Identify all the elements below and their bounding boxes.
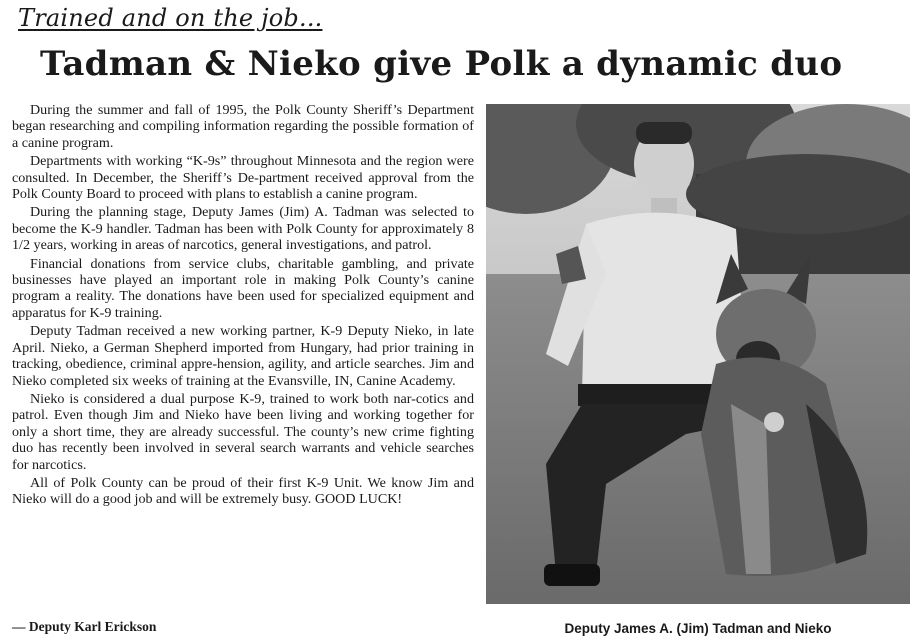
byline: — Deputy Karl Erickson	[12, 619, 157, 634]
article-paragraph: Financial donations from service clubs, charitable gambling, and private businesses have played an important role in making Polk County’s canine program a reality. The donations have been used for specialized equipment and apparatus for K-9 training.	[12, 255, 474, 321]
article-paragraph: During the planning stage, Deputy James (Jim) A. Tadman was selected to become the K-9 handler. Tadman has been with Polk County for approximately 8 1/2 years, working in areas of narcotics, general investigations, and patrol.	[12, 204, 474, 254]
article-paragraph: During the summer and fall of 1995, the Polk County Sheriff’s Department began researching and compiling information regarding the possible formation of a canine program.	[12, 102, 474, 151]
article-body	[12, 102, 474, 510]
article-paragraph: Departments with working “K-9s” throughout Minnesota and the region were consulted. In December, the Sheriff’s De-partment received approval from the Polk County Board to proceed with plans to establish a canine program.	[12, 153, 474, 203]
article-paragraph: All of Polk County can be proud of their first K-9 Unit. We know Jim and Nieko will do a good job and will be extremely busy. GOOD LUCK!	[12, 474, 474, 508]
photo-deputy-and-dog	[486, 104, 910, 604]
kicker-heading: Trained and on the job...	[18, 4, 323, 32]
article-paragraph: Deputy Tadman received a new working partner, K-9 Deputy Nieko, in late April. Nieko, a German Shepherd imported from Hungary, had prior training in tracking, obedience, criminal appre-hension, agility, and article searches. Jim and Nieko completed six weeks of training at the Evansville, IN, Canine Academy.	[12, 323, 474, 389]
photo-caption: Deputy James A. (Jim) Tadman and Nieko	[564, 621, 832, 636]
article-paragraph: Nieko is considered a dual purpose K-9, trained to work both nar-cotics and patrol. Even though Jim and Nieko have been living and working together for only a short time, they are already successful. The county’s new crime fighting duo has recently been involved in several search warrants and vehicle searches for narcotics.	[12, 390, 474, 473]
headline: Tadman & Nieko give Polk a dynamic duo	[40, 44, 843, 84]
photo-illustration	[486, 104, 910, 604]
